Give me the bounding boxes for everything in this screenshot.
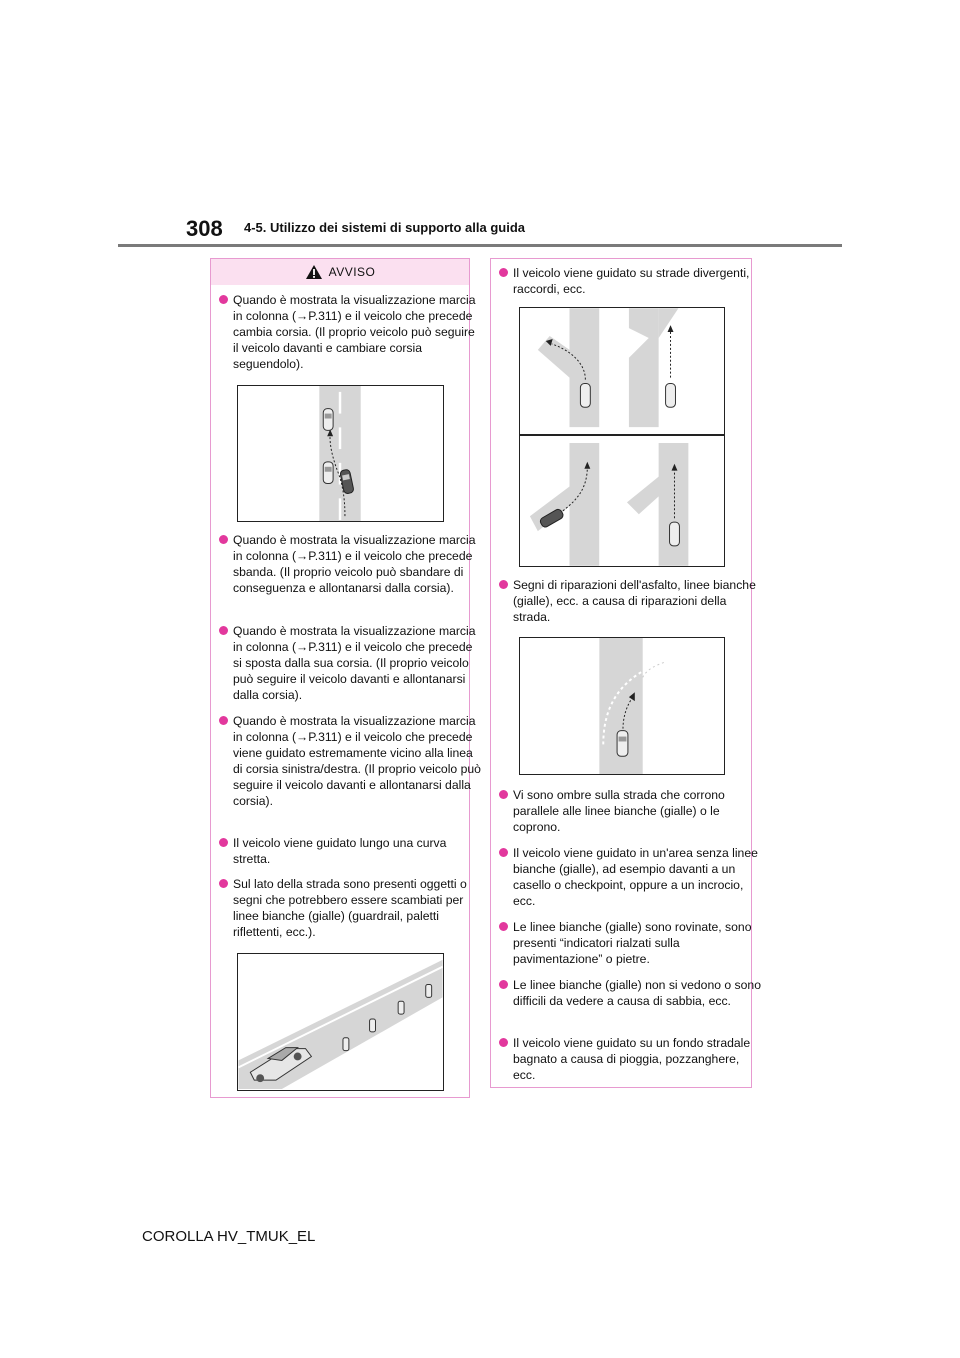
figure-divergent-roads	[519, 307, 725, 567]
list-item-text: Il veicolo viene guidato in un'area senza linee bianche (gialle), ad esempio davanti a un casello o checkpoint, oppure a un incrocio, ecc.	[513, 846, 758, 908]
bullet-icon	[499, 1038, 508, 1047]
model-code: COROLLA HV_TMUK_EL	[142, 1228, 316, 1245]
list-item	[495, 977, 765, 1009]
list-item-text: Sul lato della strada sono presenti oggetti o segni che potrebbero essere scambiati per linee bianche (gialle) (guardrail, paletti riflettenti, ecc.).	[233, 877, 467, 939]
list-item-text: Quando è mostrata la visualizzazione marcia in colonna (→P.311) e il veicolo che precede viene guidato estremamente vicino alla linea di corsia sinistra/destra. (Il proprio veicolo può seguire il veicolo davanti e allontanarsi dalla corsia).	[233, 714, 481, 808]
list-item-text: Quando è mostrata la visualizzazione marcia in colonna (→P.311) e il veicolo che precede cambia corsia. (Il proprio veicolo può seguire il veicolo davanti e cambiare corsia seguendolo).	[233, 293, 476, 371]
bullet-icon	[219, 535, 228, 544]
list-item	[495, 845, 765, 909]
list-item	[495, 1035, 765, 1083]
list-item	[215, 835, 483, 867]
bullet-icon	[499, 790, 508, 799]
list-item-text: Il veicolo viene guidato lungo una curva stretta.	[233, 836, 447, 866]
warning-header	[211, 259, 469, 285]
figure-roadside-posts	[237, 953, 444, 1091]
list-item-text: Il veicolo viene guidato su strade divergenti, raccordi, ecc.	[513, 266, 750, 296]
list-item-text: Segni di riparazioni dell'asfalto, linee bianche (gialle), ecc. a causa di riparazioni della strada.	[513, 578, 756, 624]
list-item	[495, 787, 765, 835]
bullet-icon	[499, 848, 508, 857]
list-item-text: Il veicolo viene guidato su un fondo stradale bagnato a causa di pioggia, pozzanghere, ecc.	[513, 1036, 751, 1082]
bullet-icon	[219, 716, 228, 725]
bullet-icon	[499, 980, 508, 989]
bullet-icon	[219, 626, 228, 635]
bullet-icon	[219, 838, 228, 847]
warning-triangle-icon	[305, 264, 323, 280]
bullet-icon	[499, 922, 508, 931]
list-item	[215, 292, 483, 372]
list-item	[495, 577, 765, 625]
list-item-text: Le linee bianche (gialle) non si vedono o sono difficili da vedere a causa di sabbia, ecc.	[513, 978, 761, 1008]
list-item-text: Quando è mostrata la visualizzazione marcia in colonna (→P.311) e il veicolo che precede sbanda. (Il proprio veicolo può sbandare di conseguenza e allontanarsi dalla corsia).	[233, 533, 476, 595]
bullet-icon	[219, 295, 228, 304]
figure-lane-change	[237, 385, 444, 522]
list-item	[495, 919, 765, 967]
header-rule	[118, 244, 842, 247]
warning-label: AVVISO	[328, 265, 376, 279]
section-title: 4-5. Utilizzo dei sistemi di supporto alla guida	[244, 220, 525, 235]
list-item-text: Quando è mostrata la visualizzazione marcia in colonna (→P.311) e il veicolo che precede si sposta dalla sua corsia. (Il proprio veicolo può seguire il veicolo davanti e allontanarsi dalla corsia).	[233, 624, 476, 702]
list-item	[215, 623, 483, 703]
car-icon	[617, 731, 628, 757]
page-number: 308	[186, 216, 223, 241]
list-item-text: Le linee bianche (gialle) sono rovinate, sono presenti “indicatori rialzati sulla pavimentazione” o pietre.	[513, 920, 752, 966]
bullet-icon	[499, 268, 508, 277]
conditions-box	[490, 258, 761, 1088]
warning-box	[210, 258, 481, 1098]
figure-repair-marks	[519, 637, 725, 775]
list-item-text: Vi sono ombre sulla strada che corrono parallele alle linee bianche (gialle) o le coprono.	[513, 788, 725, 834]
bullet-icon	[499, 580, 508, 589]
bullet-icon	[219, 879, 228, 888]
list-item	[215, 532, 483, 596]
list-item	[215, 876, 483, 940]
car-ahead-icon-2	[323, 462, 333, 484]
list-item	[495, 265, 765, 297]
list-item	[215, 713, 483, 809]
car-ahead-icon	[323, 409, 333, 431]
